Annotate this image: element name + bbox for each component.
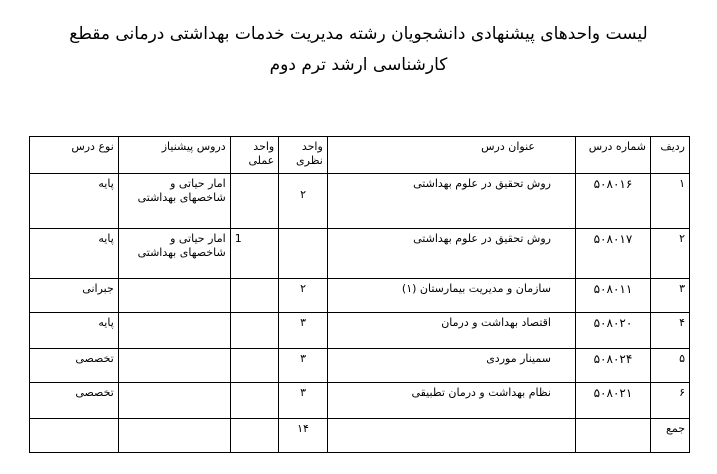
- practical-units: [230, 313, 279, 349]
- table-row: [30, 279, 690, 313]
- prerequisites: [118, 279, 230, 313]
- course-number: ۵۰۸۰۱۱: [575, 279, 650, 313]
- row-number: ۶: [650, 383, 689, 419]
- course-type: تخصصی: [30, 349, 119, 383]
- total-empty-cell: [30, 419, 119, 453]
- prerequisites: [118, 349, 230, 383]
- course-number: ۵۰۸۰۲۴: [575, 349, 650, 383]
- table-header-row: [30, 137, 690, 174]
- course-title: نظام بهداشت و درمان تطبیقی: [327, 383, 575, 419]
- course-title: سمینار موردی: [327, 349, 575, 383]
- header-row-number: ردیف: [650, 137, 689, 174]
- header-course-number: شماره درس: [575, 137, 650, 174]
- course-title: اقتصاد بهداشت و درمان: [327, 313, 575, 349]
- header-theory-units: واحد نظری: [279, 137, 328, 174]
- row-number: ۵: [650, 349, 689, 383]
- total-theory-units: ۱۴: [279, 419, 328, 453]
- total-empty-cell: [230, 419, 279, 453]
- course-table: [29, 136, 690, 453]
- total-empty-cell: [575, 419, 650, 453]
- course-number: ۵۰۸۰۱۶: [575, 174, 650, 229]
- practical-units: [230, 174, 279, 229]
- header-course-title: عنوان درس: [327, 137, 575, 174]
- course-type: پایه: [30, 174, 119, 229]
- practical-units: 1: [230, 229, 279, 279]
- document-title-line-1: لیست واحدهای پیشنهادی دانشجویان رشته مدیریت خدمات بهداشتی درمانی مقطع: [69, 24, 648, 44]
- course-number: ۵۰۸۰۲۱: [575, 383, 650, 419]
- row-number: ۲: [650, 229, 689, 279]
- practical-units: [230, 279, 279, 313]
- prerequisites: امار حیاتی و شاخصهای بهداشتی: [118, 174, 230, 229]
- header-prerequisites: دروس پیشنیاز: [118, 137, 230, 174]
- course-type: جبرانی: [30, 279, 119, 313]
- course-type: پایه: [30, 229, 119, 279]
- course-title: روش تحقیق در علوم بهداشتی: [327, 174, 575, 229]
- document-title-line-2: کارشناسی ارشد ترم دوم: [269, 55, 448, 75]
- prerequisites: امار حیاتی و شاخصهای بهداشتی: [118, 229, 230, 279]
- table-row: [30, 383, 690, 419]
- practical-units: [230, 383, 279, 419]
- total-row: [30, 419, 690, 453]
- theory-units: ۲: [279, 279, 328, 313]
- theory-units: [279, 229, 328, 279]
- practical-units: [230, 349, 279, 383]
- header-practical-units: واحد عملی: [230, 137, 279, 174]
- total-empty-cell: [327, 419, 575, 453]
- total-label: جمع: [650, 419, 689, 453]
- row-number: ۱: [650, 174, 689, 229]
- theory-units: ۳: [279, 383, 328, 419]
- total-empty-cell: [118, 419, 230, 453]
- theory-units: ۳: [279, 313, 328, 349]
- course-number: ۵۰۸۰۱۷: [575, 229, 650, 279]
- table-row: [30, 174, 690, 229]
- prerequisites: [118, 313, 230, 349]
- course-title: روش تحقیق در علوم بهداشتی: [327, 229, 575, 279]
- prerequisites: [118, 383, 230, 419]
- theory-units: ۲: [279, 174, 328, 229]
- course-title: سازمان و مدیریت بیمارستان (۱): [327, 279, 575, 313]
- row-number: ۴: [650, 313, 689, 349]
- theory-units: ۳: [279, 349, 328, 383]
- table-row: [30, 349, 690, 383]
- table-row: [30, 313, 690, 349]
- course-type: تخصصی: [30, 383, 119, 419]
- row-number: ۳: [650, 279, 689, 313]
- header-course-type: نوع درس: [30, 137, 119, 174]
- course-number: ۵۰۸۰۲۰: [575, 313, 650, 349]
- table-row: [30, 229, 690, 279]
- course-type: پایه: [30, 313, 119, 349]
